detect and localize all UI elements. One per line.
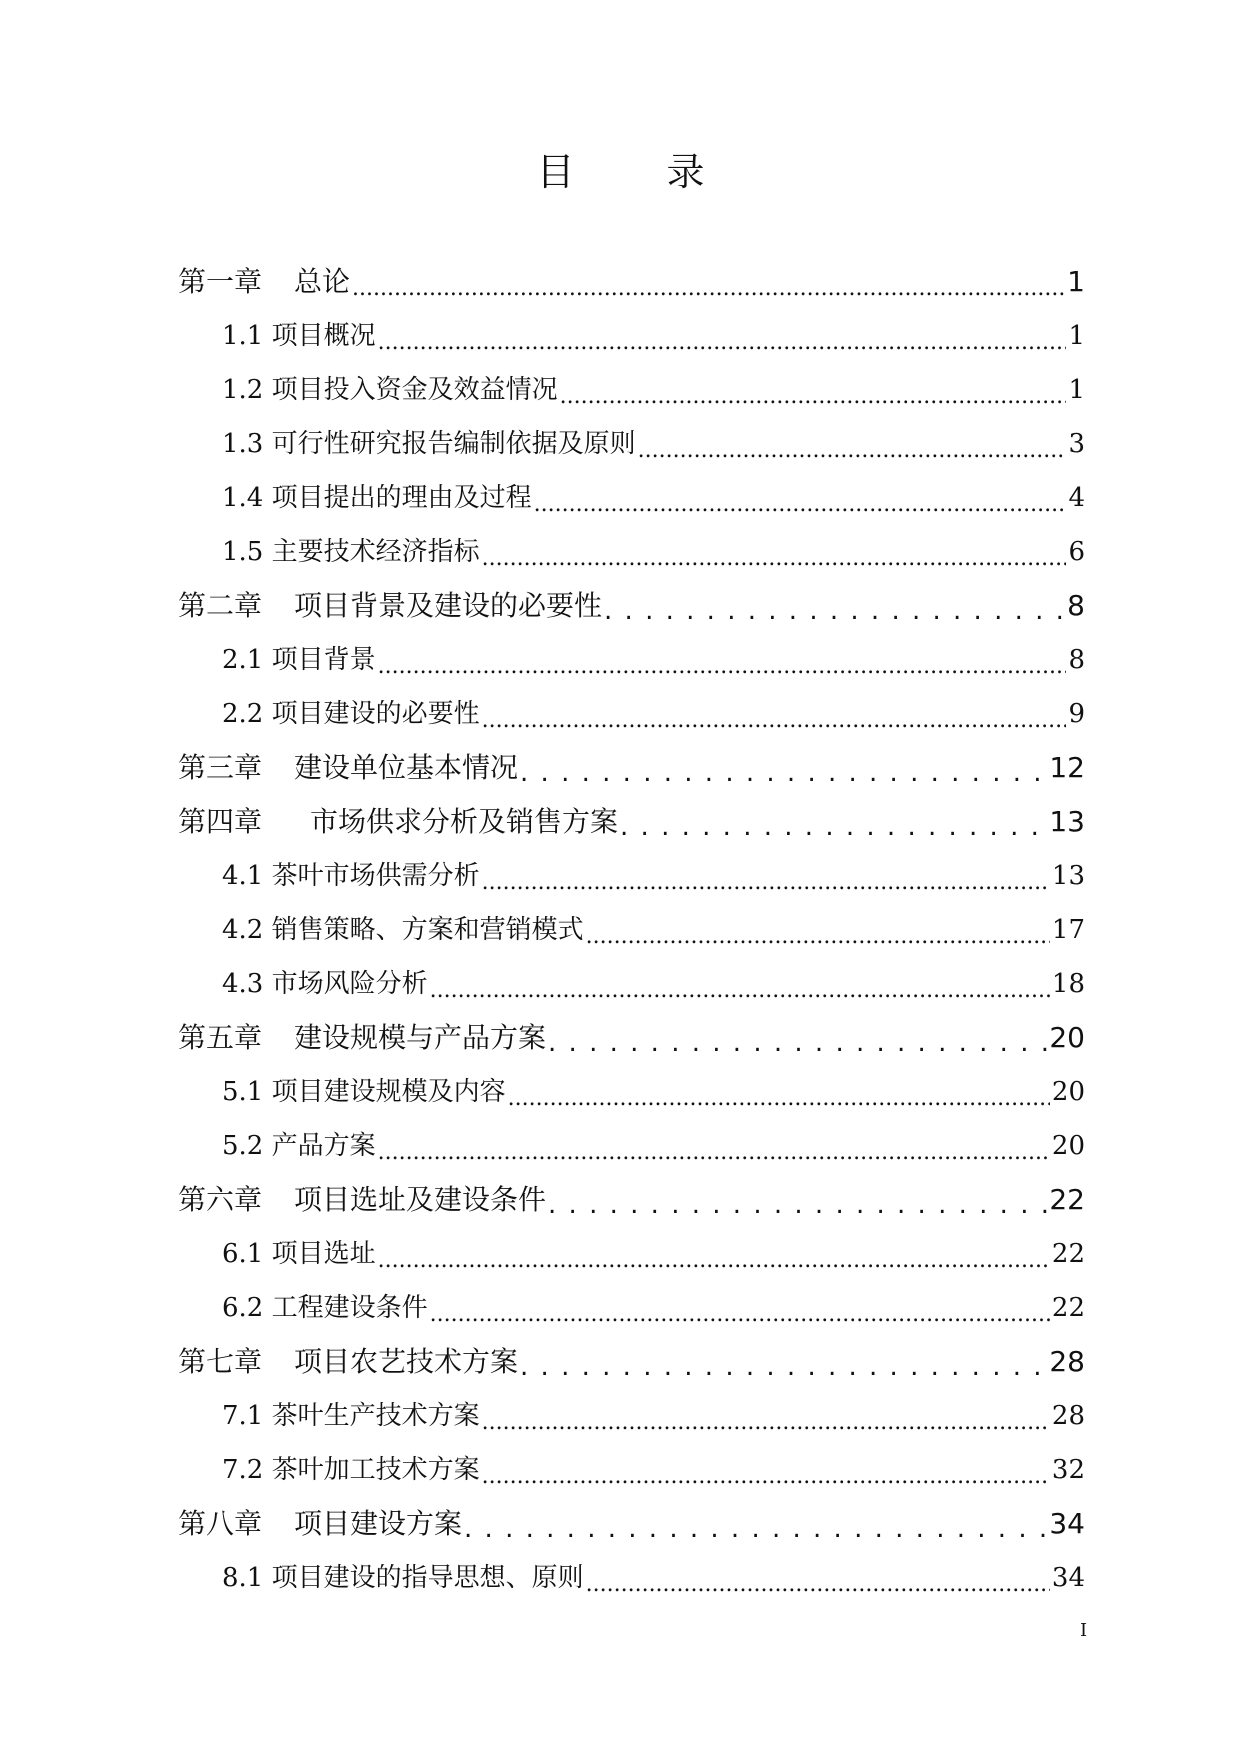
page-ref: 13	[1049, 805, 1085, 838]
chapter-number: 第四章	[178, 805, 263, 838]
dot-leader	[464, 1497, 1047, 1551]
toc-section-entry[interactable]	[178, 687, 1085, 741]
chapter-number: 第一章	[178, 265, 263, 298]
dot-leader	[620, 795, 1047, 849]
page-ref: 4	[1068, 483, 1085, 513]
chapter-number: 第三章	[178, 751, 263, 784]
dot-leader	[482, 525, 1067, 579]
section-title: 1.1 项目概况	[222, 321, 376, 351]
page-ref: 28	[1049, 1345, 1085, 1378]
toc-chapter-entry[interactable]	[178, 1173, 1085, 1227]
page-ref: 18	[1051, 969, 1085, 999]
chapter-title: 项目农艺技术方案	[294, 1345, 519, 1378]
chapter-title: 项目选址及建设条件	[294, 1183, 547, 1216]
toc-section-entry[interactable]	[178, 363, 1085, 417]
dot-leader	[430, 1281, 1050, 1335]
dot-leader	[534, 471, 1067, 525]
toc-section-entry[interactable]	[178, 1227, 1085, 1281]
page-ref: 1	[1067, 265, 1085, 298]
dot-leader	[638, 417, 1067, 471]
chapter-title: 项目建设方案	[294, 1507, 463, 1540]
page-ref: 22	[1049, 1183, 1085, 1216]
page-ref: 34	[1051, 1563, 1085, 1593]
toc-chapter-entry[interactable]	[178, 795, 1085, 849]
dot-leader	[482, 1389, 1050, 1443]
chapter-label	[178, 255, 350, 309]
page-ref: 12	[1049, 751, 1085, 784]
dot-leader	[548, 1011, 1047, 1065]
chapter-label	[178, 795, 618, 849]
chapter-label	[178, 1497, 462, 1551]
toc-chapter-entry[interactable]	[178, 579, 1085, 633]
dot-leader	[482, 1443, 1050, 1497]
chapter-title: 项目背景及建设的必要性	[294, 589, 603, 622]
toc-section-entry[interactable]	[178, 1065, 1085, 1119]
chapter-number: 第七章	[178, 1345, 263, 1378]
section-title: 1.3 可行性研究报告编制依据及原则	[222, 429, 636, 459]
section-title: 4.2 销售策略、方案和营销模式	[222, 915, 584, 945]
section-title: 5.1 项目建设规模及内容	[222, 1077, 506, 1107]
dot-leader	[482, 687, 1067, 741]
dot-leader	[378, 309, 1067, 363]
dot-leader	[352, 255, 1065, 309]
dot-leader	[548, 1173, 1047, 1227]
dot-leader	[520, 1335, 1047, 1389]
toc-section-entry[interactable]	[178, 957, 1085, 1011]
page-ref: 8	[1068, 645, 1085, 675]
chapter-number: 第二章	[178, 589, 263, 622]
chapter-label	[178, 1011, 546, 1065]
page-ref: 3	[1068, 429, 1085, 459]
section-title: 6.1 项目选址	[222, 1239, 376, 1269]
toc-chapter-entry[interactable]	[178, 255, 1085, 309]
page-ref: 1	[1068, 375, 1085, 405]
page-ref: 9	[1068, 699, 1085, 729]
toc-section-entry[interactable]	[178, 1281, 1085, 1335]
page-ref: 22	[1051, 1239, 1085, 1269]
section-title: 1.4 项目提出的理由及过程	[222, 483, 532, 513]
page-ref: 1	[1068, 321, 1085, 351]
chapter-number: 第八章	[178, 1507, 263, 1540]
table-of-contents	[178, 255, 1085, 1605]
dot-leader	[378, 1119, 1050, 1173]
section-title: 2.2 项目建设的必要性	[222, 699, 480, 729]
toc-chapter-entry[interactable]	[178, 741, 1085, 795]
toc-section-entry[interactable]	[178, 849, 1085, 903]
toc-chapter-entry[interactable]	[178, 1497, 1085, 1551]
toc-section-entry[interactable]	[178, 633, 1085, 687]
toc-section-entry[interactable]	[178, 1389, 1085, 1443]
chapter-label	[178, 1335, 518, 1389]
page-ref: 20	[1049, 1021, 1085, 1054]
dot-leader	[508, 1065, 1050, 1119]
toc-section-entry[interactable]	[178, 1119, 1085, 1173]
dot-leader	[482, 849, 1050, 903]
dot-leader	[586, 1551, 1050, 1605]
dot-leader	[378, 633, 1067, 687]
chapter-label	[178, 1173, 546, 1227]
page-ref: 28	[1051, 1401, 1085, 1431]
chapter-number: 第五章	[178, 1021, 263, 1054]
dot-leader	[378, 1227, 1050, 1281]
chapter-title: 市场供求分析及销售方案	[310, 805, 619, 838]
toc-section-entry[interactable]	[178, 525, 1085, 579]
section-title: 8.1 项目建设的指导思想、原则	[222, 1563, 584, 1593]
page-ref: 20	[1051, 1131, 1085, 1161]
toc-chapter-entry[interactable]	[178, 1335, 1085, 1389]
dot-leader	[604, 579, 1065, 633]
dot-leader	[560, 363, 1067, 417]
section-title: 6.2 工程建设条件	[222, 1293, 428, 1323]
chapter-title: 总论	[294, 265, 351, 298]
dot-leader	[586, 903, 1050, 957]
page-ref: 20	[1051, 1077, 1085, 1107]
page-number: I	[1080, 1620, 1088, 1641]
toc-section-entry[interactable]	[178, 417, 1085, 471]
toc-section-entry[interactable]	[178, 309, 1085, 363]
page-ref: 22	[1051, 1293, 1085, 1323]
page-ref: 13	[1051, 861, 1085, 891]
chapter-title: 建设规模与产品方案	[294, 1021, 547, 1054]
page-ref: 8	[1067, 589, 1085, 622]
page-ref: 34	[1049, 1507, 1085, 1540]
section-title: 4.1 茶叶市场供需分析	[222, 861, 480, 891]
section-title: 1.2 项目投入资金及效益情况	[222, 375, 558, 405]
section-title: 1.5 主要技术经济指标	[222, 537, 480, 567]
section-title: 4.3 市场风险分析	[222, 969, 428, 999]
toc-title: 目 录	[536, 150, 745, 194]
section-title: 5.2 产品方案	[222, 1131, 376, 1161]
section-title: 2.1 项目背景	[222, 645, 376, 675]
toc-chapter-entry[interactable]	[178, 1011, 1085, 1065]
toc-section-entry[interactable]	[178, 471, 1085, 525]
chapter-number: 第六章	[178, 1183, 263, 1216]
toc-section-entry[interactable]	[178, 1443, 1085, 1497]
page-ref: 32	[1051, 1455, 1085, 1485]
section-title: 7.1 茶叶生产技术方案	[222, 1401, 480, 1431]
dot-leader	[430, 957, 1050, 1011]
page-ref: 6	[1068, 537, 1085, 567]
chapter-label	[178, 579, 602, 633]
chapter-title: 建设单位基本情况	[294, 751, 519, 784]
dot-leader	[520, 741, 1047, 795]
toc-section-entry[interactable]	[178, 1551, 1085, 1605]
chapter-label	[178, 741, 518, 795]
toc-section-entry[interactable]	[178, 903, 1085, 957]
page-ref: 17	[1051, 915, 1085, 945]
section-title: 7.2 茶叶加工技术方案	[222, 1455, 480, 1485]
